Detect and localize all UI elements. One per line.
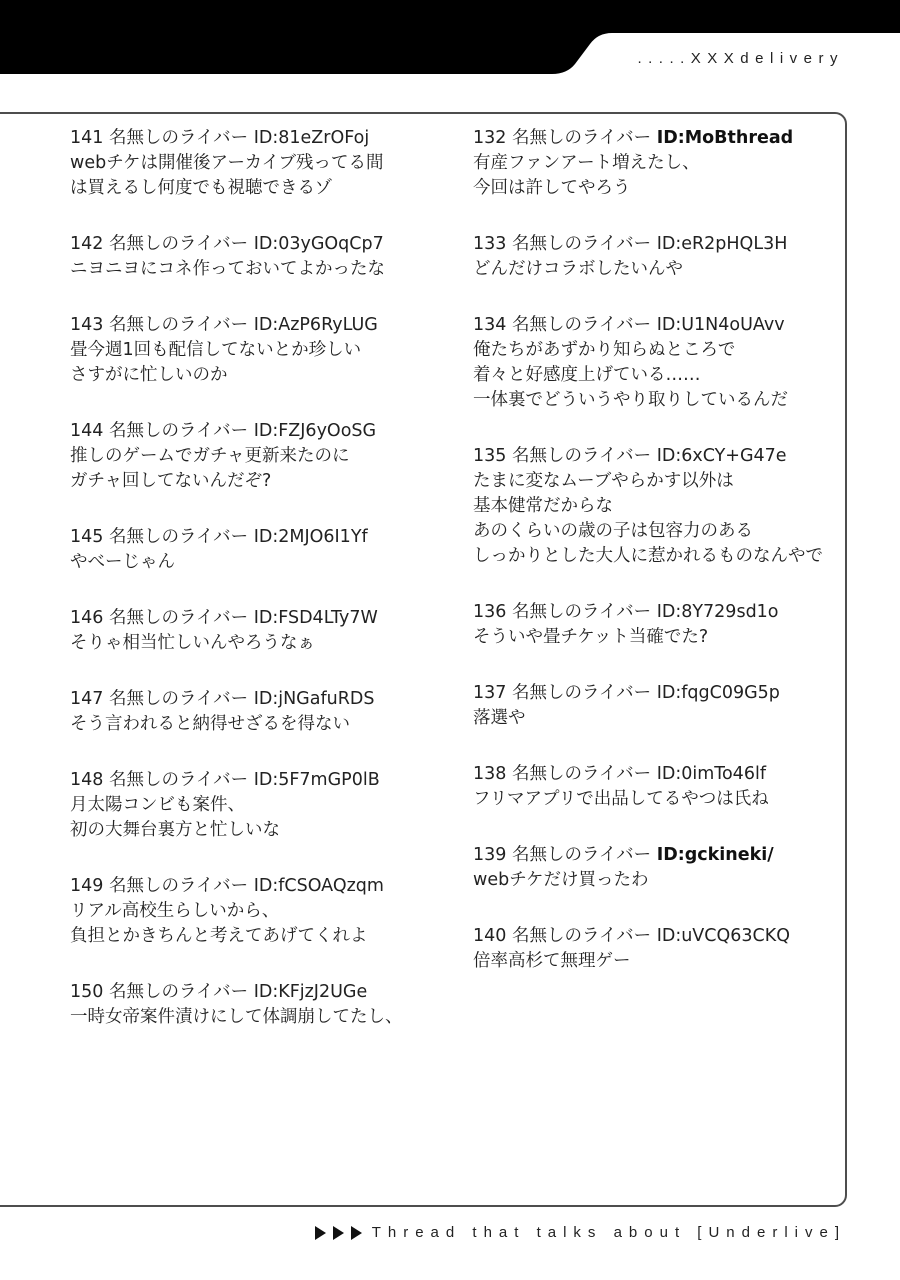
- post-header: [70, 874, 430, 899]
- post-header: [473, 762, 843, 787]
- post-header: [70, 606, 430, 631]
- post-body-line: 畳今週1回も配信してないとか珍しい: [70, 340, 362, 360]
- header-band: [0, 0, 900, 80]
- post-body-line: たまに変なムーブやらかす以外は: [473, 471, 734, 491]
- post-body-line: あのくらいの歳の子は包容力のある: [473, 521, 753, 541]
- post: [70, 874, 430, 949]
- poster-name: 名無しのライバー: [511, 315, 652, 335]
- post-body-line: 負担とかきちんと考えてあげてくれよ: [70, 926, 368, 946]
- poster-name: 名無しのライバー: [108, 770, 249, 790]
- poster-id: ID:2MJO6I1Yf: [253, 527, 368, 547]
- post-number: 145: [70, 527, 104, 547]
- post: [473, 313, 843, 413]
- poster-name: 名無しのライバー: [108, 689, 249, 709]
- post-body-line: webチケだけ買ったわ: [473, 870, 649, 890]
- post-body-line: 着々と好感度上げている……: [473, 365, 701, 385]
- poster-name: 名無しのライバー: [108, 608, 249, 628]
- footer: [315, 1224, 846, 1241]
- post-body-line: 倍率高杉て無理ゲー: [473, 951, 631, 971]
- post-header: [70, 687, 430, 712]
- post-body-line: そういや畳チケット当確でた?: [473, 627, 709, 647]
- poster-id: ID:KFjzJ2UGe: [253, 982, 368, 1002]
- poster-id: ID:fCSOAQzqm: [253, 876, 384, 896]
- poster-name: 名無しのライバー: [511, 128, 652, 148]
- post: [473, 681, 843, 731]
- poster-id: ID:fqgC09G5p: [656, 683, 780, 703]
- post-header: [70, 126, 430, 151]
- post: [473, 232, 843, 282]
- poster-name: 名無しのライバー: [511, 234, 652, 254]
- poster-name: 名無しのライバー: [108, 982, 249, 1002]
- post-header: [473, 232, 843, 257]
- post-number: 148: [70, 770, 104, 790]
- post-header: [70, 419, 430, 444]
- poster-id: ID:8Y729sd1o: [656, 602, 779, 622]
- poster-id: ID:U1N4oUAvv: [656, 315, 785, 335]
- post-body-line: どんだけコラボしたいんや: [473, 259, 683, 279]
- poster-name: 名無しのライバー: [511, 764, 652, 784]
- play-arrow-icon: [333, 1226, 344, 1240]
- play-arrow-icon: [351, 1226, 362, 1240]
- post-body-line: 今回は許してやろう: [473, 178, 631, 198]
- post-body-line: 俺たちがあずかり知らぬところで: [473, 340, 736, 360]
- triple-arrow-icons: [315, 1226, 362, 1240]
- post-number: 150: [70, 982, 104, 1002]
- poster-id: ID:5F7mGP0lB: [253, 770, 380, 790]
- post-body-line: 有産ファンアート増えたし、: [473, 153, 700, 173]
- post-number: 143: [70, 315, 104, 335]
- play-arrow-icon: [315, 1226, 326, 1240]
- post-body-line: ガチャ回してないんだぞ?: [70, 471, 272, 491]
- post-number: 140: [473, 926, 507, 946]
- poster-id: ID:AzP6RyLUG: [253, 315, 378, 335]
- poster-name: 名無しのライバー: [108, 876, 249, 896]
- post-header: [70, 980, 430, 1005]
- poster-name: 名無しのライバー: [511, 845, 652, 865]
- post: [70, 525, 430, 575]
- post-body-line: 初の大舞台裏方と忙しいな: [70, 820, 280, 840]
- poster-name: 名無しのライバー: [108, 234, 249, 254]
- poster-id: ID:eR2pHQL3H: [656, 234, 788, 254]
- post-body-line: は買えるし何度でも視聴できるゾ: [70, 178, 333, 198]
- header-band-shape: [0, 0, 900, 80]
- post-body-line: しっかりとした大人に惹かれるものなんやで: [473, 546, 823, 566]
- post-header: [70, 232, 430, 257]
- post-number: 133: [473, 234, 507, 254]
- post-number: 137: [473, 683, 507, 703]
- post-number: 139: [473, 845, 507, 865]
- post-number: 149: [70, 876, 104, 896]
- post-number: 138: [473, 764, 507, 784]
- poster-id-highlighted: ID:MoBthread: [656, 128, 794, 148]
- post: [473, 600, 843, 650]
- post-number: 132: [473, 128, 507, 148]
- poster-id: ID:FSD4LTy7W: [253, 608, 378, 628]
- post-header: [473, 313, 843, 338]
- poster-name: 名無しのライバー: [511, 926, 652, 946]
- post: [473, 444, 843, 569]
- header-title: .....XXXdelivery: [637, 50, 844, 67]
- post-number: 144: [70, 421, 104, 441]
- post-number: 142: [70, 234, 104, 254]
- footer-caption: Thread that talks about [Underlive]: [371, 1224, 846, 1241]
- post-number: 134: [473, 315, 507, 335]
- post: [70, 606, 430, 656]
- post: [70, 768, 430, 843]
- post-header: [70, 313, 430, 338]
- poster-name: 名無しのライバー: [511, 683, 652, 703]
- post: [70, 687, 430, 737]
- post-body-line: 一時女帝案件漬けにして体調崩してたし、: [70, 1007, 403, 1027]
- post-header: [473, 843, 843, 868]
- post-number: 136: [473, 602, 507, 622]
- post-header: [473, 681, 843, 706]
- post-body-line: さすがに忙しいのか: [70, 365, 228, 385]
- poster-id: ID:6xCY+G47e: [656, 446, 787, 466]
- post-body-line: 月太陽コンビも案件、: [70, 795, 245, 815]
- post-number: 135: [473, 446, 507, 466]
- post-body-line: 一体裏でどういうやり取りしているんだ: [473, 390, 788, 410]
- post-header: [70, 768, 430, 793]
- post-body-line: フリマアプリで出品してるやつは氏ね: [473, 789, 769, 809]
- post: [70, 313, 430, 388]
- post-body-line: そりゃ相当忙しいんやろうなぁ: [70, 633, 315, 653]
- post-body-line: 推しのゲームでガチャ更新来たのに: [70, 446, 350, 466]
- post-number: 141: [70, 128, 104, 148]
- post: [473, 126, 843, 201]
- post-body-line: webチケは開催後アーカイブ残ってる間: [70, 153, 384, 173]
- poster-name: 名無しのライバー: [108, 421, 249, 441]
- post-body-line: 基本健常だからな: [473, 496, 613, 516]
- poster-id: ID:03yGOqCp7: [253, 234, 384, 254]
- poster-name: 名無しのライバー: [511, 602, 652, 622]
- post-body-line: 落選や: [473, 708, 526, 728]
- post-header: [473, 126, 843, 151]
- post-body-line: ニヨニヨにコネ作っておいてよかったな: [70, 259, 385, 279]
- post: [70, 419, 430, 494]
- post: [70, 126, 430, 201]
- post-header: [473, 444, 843, 469]
- post-header: [473, 924, 843, 949]
- poster-name: 名無しのライバー: [108, 128, 249, 148]
- poster-id: ID:FZJ6yOoSG: [253, 421, 377, 441]
- post-header: [70, 525, 430, 550]
- post: [473, 924, 843, 974]
- thread-column-left: [70, 126, 430, 1061]
- poster-name: 名無しのライバー: [108, 527, 249, 547]
- post: [70, 232, 430, 282]
- post-number: 147: [70, 689, 104, 709]
- post-body-line: やべーじゃん: [70, 552, 175, 572]
- poster-id: ID:jNGafuRDS: [253, 689, 375, 709]
- post-header: [473, 600, 843, 625]
- thread-column-right: [473, 126, 843, 1005]
- poster-id-highlighted: ID:gckineki/: [656, 845, 774, 865]
- post: [473, 762, 843, 812]
- post-number: 146: [70, 608, 104, 628]
- post-body-line: リアル高校生らしいから、: [70, 901, 280, 921]
- poster-id: ID:81eZrOFoj: [253, 128, 370, 148]
- poster-name: 名無しのライバー: [108, 315, 249, 335]
- post-body-line: そう言われると納得せざるを得ない: [70, 714, 350, 734]
- post: [70, 980, 430, 1030]
- poster-id: ID:uVCQ63CKQ: [656, 926, 791, 946]
- poster-name: 名無しのライバー: [511, 446, 652, 466]
- post: [473, 843, 843, 893]
- poster-id: ID:0imTo46lf: [656, 764, 766, 784]
